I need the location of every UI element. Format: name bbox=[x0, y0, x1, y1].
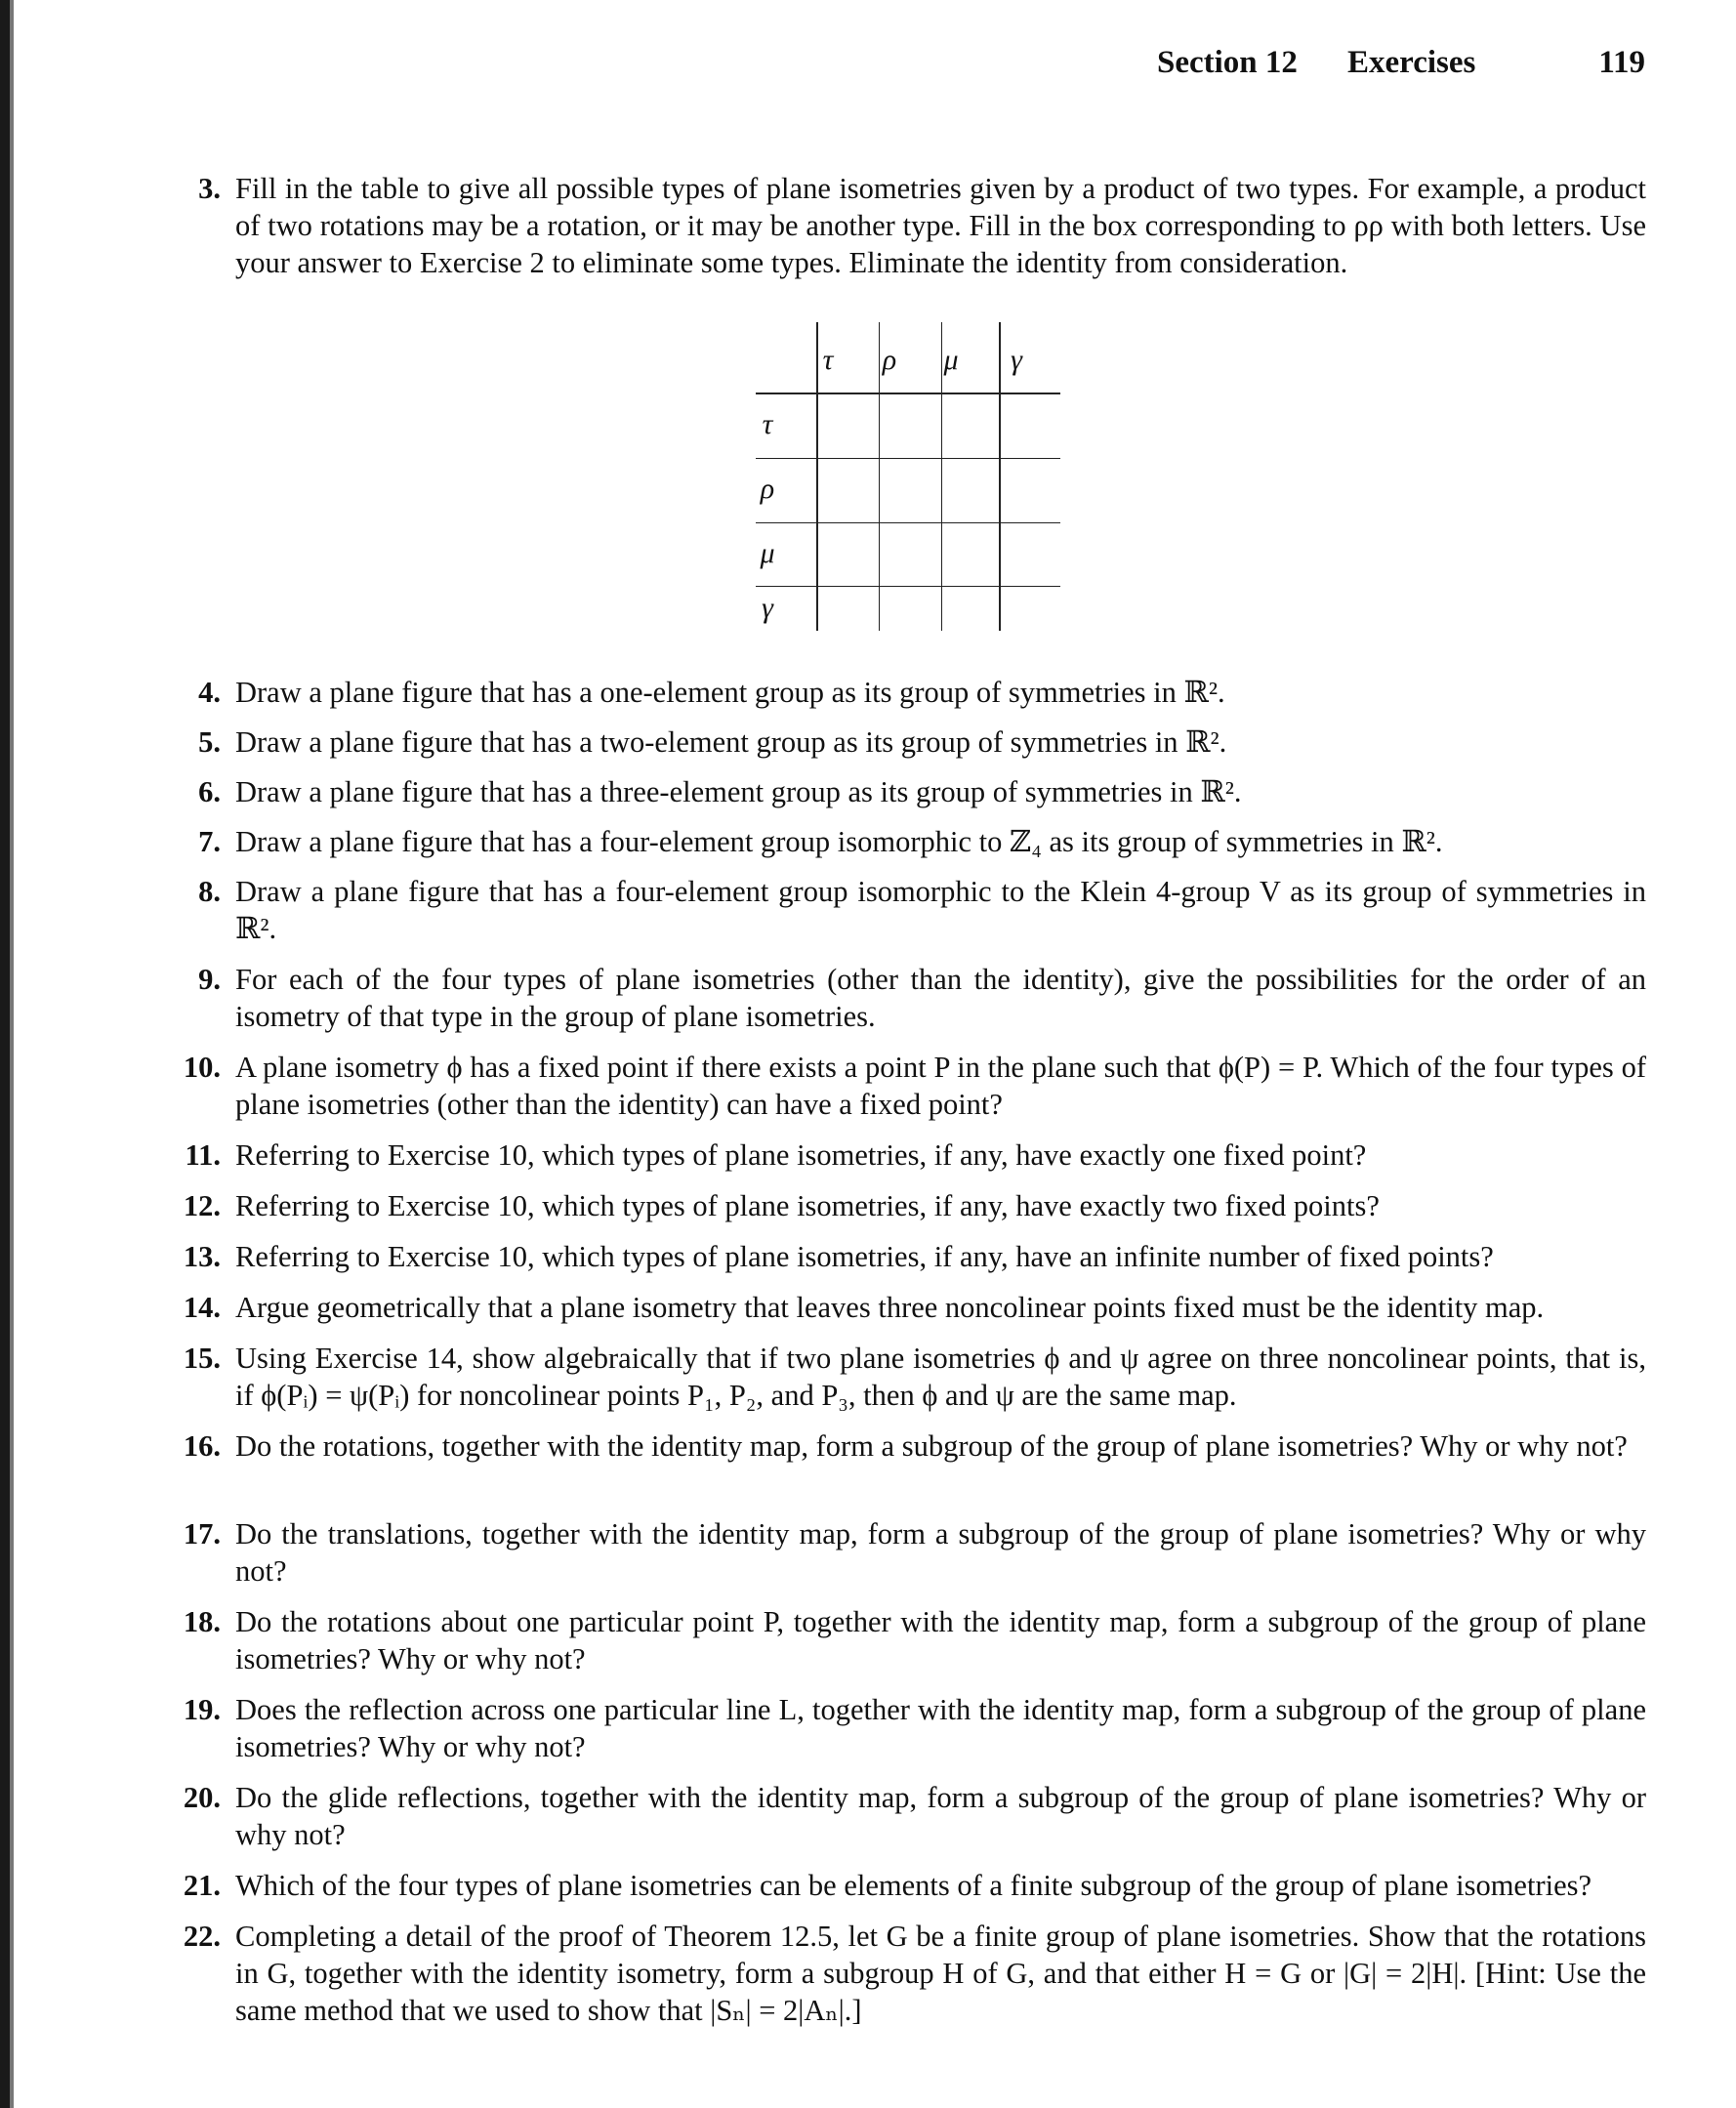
exercise-22 bbox=[172, 1918, 1646, 2029]
exercise-text: Do the rotations, together with the identity map, form a subgroup of the group of plane isometries? Why or why not? bbox=[235, 1429, 1628, 1463]
exercise-number: 22. bbox=[183, 1920, 221, 1953]
exercise-number: 4. bbox=[198, 676, 221, 709]
exercise-15 bbox=[172, 1340, 1646, 1414]
exercise-text: Draw a plane figure that has a four-element group isomorphic to the Klein 4-group V as its group of symmetries in ℝ². bbox=[235, 875, 1646, 945]
exercise-number: 19. bbox=[183, 1693, 221, 1726]
exercise-14 bbox=[172, 1289, 1646, 1326]
exercise-text: Draw a plane figure that has a one-element group as its group of symmetries in ℝ². bbox=[235, 676, 1225, 709]
exercise-text: Completing a detail of the proof of Theorem 12.5, let G be a finite group of plane isometries. Show that the rotations in G, together with the identity isometry, form a subgroup H of G, and that either H = G or |G| = 2|H|. [Hint: Use the same method that we used to show that |Sₙ| = 2|Aₙ|.] bbox=[235, 1920, 1646, 2027]
exercise-text: Referring to Exercise 10, which types of plane isometries, if any, have exactly one fixed point? bbox=[235, 1138, 1367, 1172]
exercise-number: 11. bbox=[185, 1138, 221, 1172]
exercise-number: 12. bbox=[183, 1189, 221, 1222]
exercise-number: 14. bbox=[183, 1291, 221, 1324]
exercise-number: 10. bbox=[183, 1051, 221, 1084]
page-binding-shadow bbox=[10, 0, 14, 2108]
exercise-number: 3. bbox=[198, 172, 221, 205]
col-header-tau: τ bbox=[822, 344, 834, 376]
exercise-8 bbox=[172, 873, 1646, 947]
table-hline bbox=[756, 522, 1060, 523]
table-hline bbox=[756, 393, 1060, 394]
exercise-number: 7. bbox=[198, 825, 221, 858]
exercise-3 bbox=[172, 170, 1646, 281]
exercise-number: 16. bbox=[183, 1429, 221, 1463]
exercise-text: Referring to Exercise 10, which types of plane isometries, if any, have exactly two fixed points? bbox=[235, 1189, 1380, 1222]
exercise-4 bbox=[172, 674, 1646, 711]
exercise-text: Fill in the table to give all possible types of plane isometries given by a product of two types. For example, a product of two rotations may be a rotation, or it may be another type. Fill in the box corresponding to ρρ with both letters. Use your answer to Exercise 2 to eliminate some types. Eliminate the identity from consideration. bbox=[235, 172, 1646, 279]
exercise-7 bbox=[172, 823, 1646, 860]
exercise-number: 9. bbox=[198, 963, 221, 996]
row-header-tau: τ bbox=[762, 408, 773, 440]
isometry-product-table bbox=[756, 322, 1060, 631]
section-label: Section 12 bbox=[1157, 45, 1298, 80]
exercise-text: Do the glide reflections, together with the identity map, form a subgroup of the group of plane isometries? Why or why not? bbox=[235, 1781, 1646, 1851]
table-hline bbox=[756, 458, 1060, 459]
exercise-text: Draw a plane figure that has a two-element group as its group of symmetries in ℝ². bbox=[235, 725, 1227, 759]
running-head bbox=[1157, 45, 1645, 90]
exercise-number: 5. bbox=[198, 725, 221, 759]
exercise-text: Using Exercise 14, show algebraically that if two plane isometries ϕ and ψ agree on three noncolinear points, that is, if ϕ(Pᵢ) = ψ(Pᵢ) for noncolinear points P₁, P₂, and P₃, then ϕ and ψ are the same map. bbox=[235, 1342, 1646, 1412]
col-header-gamma: γ bbox=[1011, 344, 1022, 376]
exercise-text: For each of the four types of plane isometries (other than the identity), give the possibilities for the order of an isometry of that type in the group of plane isometries. bbox=[235, 963, 1646, 1033]
col-header-mu: μ bbox=[943, 344, 959, 376]
exercise-21 bbox=[172, 1867, 1646, 1904]
exercise-19 bbox=[172, 1691, 1646, 1765]
exercise-text: A plane isometry ϕ has a fixed point if there exists a point P in the plane such that ϕ(P) = P. Which of the four types of plane isometries (other than the identity) can have a fixed point? bbox=[235, 1051, 1646, 1121]
col-header-rho: ρ bbox=[882, 344, 897, 376]
exercise-5 bbox=[172, 723, 1646, 761]
exercise-text: Do the rotations about one particular point P, together with the identity map, form a subgroup of the group of plane isometries? Why or why not? bbox=[235, 1605, 1646, 1675]
exercise-11 bbox=[172, 1137, 1646, 1174]
exercise-6 bbox=[172, 773, 1646, 810]
row-header-rho: ρ bbox=[760, 473, 775, 505]
exercise-number: 20. bbox=[183, 1781, 221, 1814]
exercise-number: 13. bbox=[183, 1240, 221, 1273]
table-vline bbox=[999, 322, 1001, 631]
exercise-text: Which of the four types of plane isometries can be elements of a finite subgroup of the group of plane isometries? bbox=[235, 1869, 1592, 1902]
table-hline bbox=[756, 586, 1060, 587]
exercise-number: 18. bbox=[183, 1605, 221, 1638]
row-header-mu: μ bbox=[760, 537, 775, 569]
exercise-9 bbox=[172, 961, 1646, 1035]
exercise-12 bbox=[172, 1187, 1646, 1224]
exercise-number: 15. bbox=[183, 1342, 221, 1375]
exercise-17 bbox=[172, 1515, 1646, 1590]
exercise-text: Referring to Exercise 10, which types of plane isometries, if any, have an infinite number of fixed points? bbox=[235, 1240, 1494, 1273]
exercise-number: 6. bbox=[198, 775, 221, 808]
exercise-18 bbox=[172, 1603, 1646, 1677]
table-vline bbox=[941, 322, 942, 631]
table-vline bbox=[879, 322, 880, 631]
exercise-text: Draw a plane figure that has a three-element group as its group of symmetries in ℝ². bbox=[235, 775, 1242, 808]
table-vline bbox=[816, 322, 818, 631]
exercise-text: Draw a plane figure that has a four-element group isomorphic to ℤ₄ as its group of symmetries in ℝ². bbox=[235, 825, 1443, 858]
page-number: 119 bbox=[1598, 45, 1645, 80]
exercise-number: 17. bbox=[183, 1517, 221, 1550]
exercise-text: Do the translations, together with the identity map, form a subgroup of the group of plane isometries? Why or why not? bbox=[235, 1517, 1646, 1588]
exercise-20 bbox=[172, 1779, 1646, 1853]
section-title: Exercises bbox=[1347, 45, 1476, 80]
exercise-16 bbox=[172, 1427, 1646, 1465]
exercise-10 bbox=[172, 1049, 1646, 1123]
exercise-13 bbox=[172, 1238, 1646, 1275]
row-header-gamma: γ bbox=[762, 592, 773, 624]
exercise-number: 8. bbox=[198, 875, 221, 908]
page-binding-edge bbox=[0, 0, 10, 2108]
exercise-text: Argue geometrically that a plane isometry that leaves three noncolinear points fixed must be the identity map. bbox=[235, 1291, 1545, 1324]
exercise-text: Does the reflection across one particular line L, together with the identity map, form a subgroup of the group of plane isometries? Why or why not? bbox=[235, 1693, 1646, 1763]
exercise-number: 21. bbox=[183, 1869, 221, 1902]
